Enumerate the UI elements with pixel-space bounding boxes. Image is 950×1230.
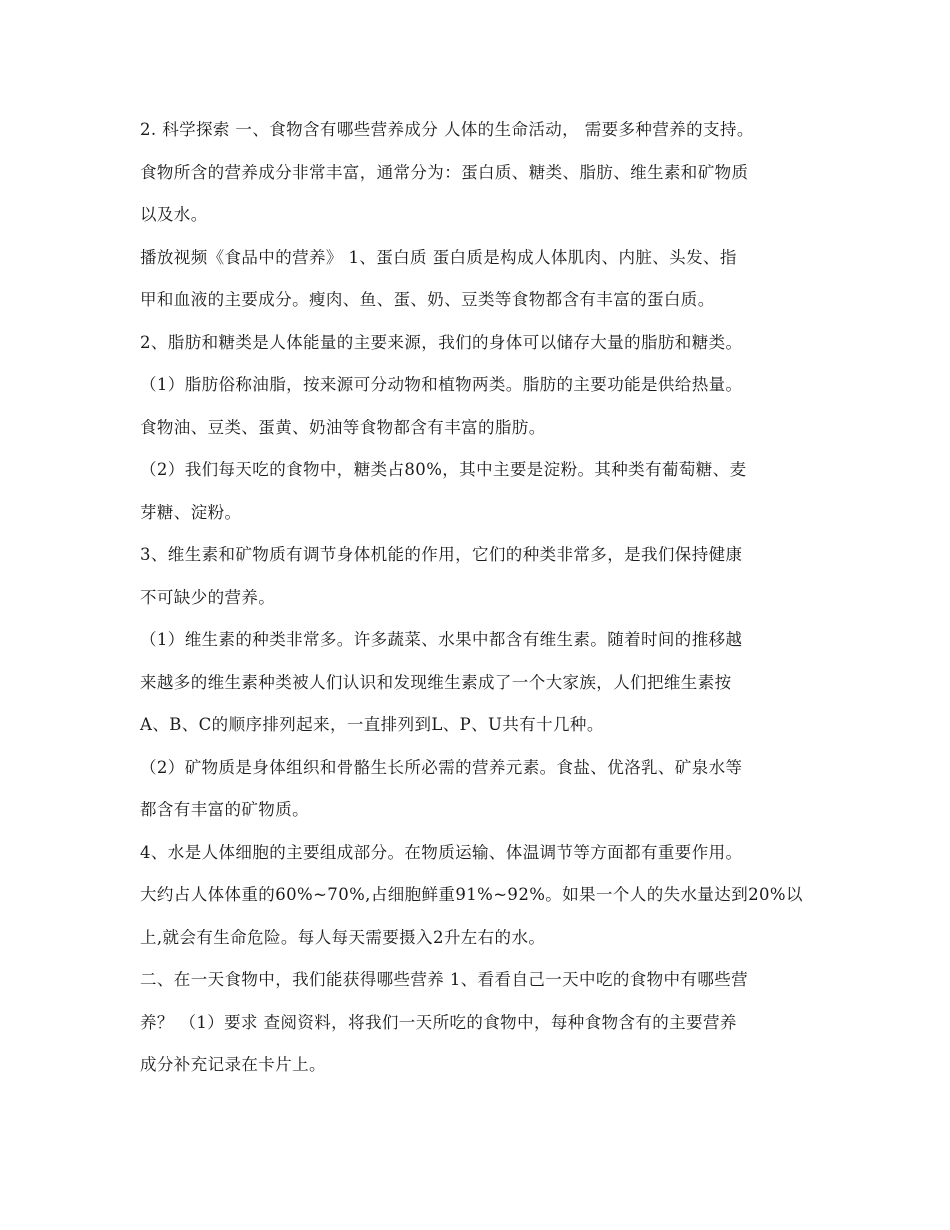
text-line: 3、维生素和矿物质有调节身体机能的作用，它们的种类非常多，是我们保持健康 [140, 545, 743, 564]
text-line: A、B、C的顺序排列起来，一直排列到L、P、U共有十几种。 [140, 715, 604, 734]
text-line: 2. 科学探索 一、食物含有哪些营养成分 人体的生命活动， 需要多种营养的支持。 [140, 120, 754, 139]
text-line: 不可缺少的营养。 [140, 587, 276, 607]
text-line: 食物所含的营养成分非常丰富，通常分为：蛋白质、糖类、脂肪、维生素和矿物质 [140, 162, 749, 182]
document-body [140, 109, 840, 1087]
text-line: 都含有丰富的矿物质。 [140, 800, 309, 819]
text-line: （1）脂肪俗称油脂，按来源可分动物和植物两类。脂肪的主要功能是供给热量。 [140, 375, 743, 394]
text-line: 播放视频《食品中的营养》 1、蛋白质 蛋白质是构成人体肌肉、内脏、头发、指 [140, 247, 737, 267]
text-line: （2）我们每天吃的食物中，糖类占80%，其中主要是淀粉。其种类有葡萄糖、麦 [140, 460, 747, 479]
text-line: （1）维生素的种类非常多。许多蔬菜、水果中都含有维生素。随着时间的推移越 [140, 630, 743, 649]
text-line: 二、在一天食物中，我们能获得哪些营养 1、看看自己一天中吃的食物中有哪些营 [140, 970, 749, 989]
text-line: 上,就会有生命危险。每人每天需要摄入2升左右的水。 [140, 927, 546, 947]
text-line: 芽糖、淀粉。 [140, 502, 242, 522]
text-line: 养？ （1）要求 查阅资料，将我们一天所吃的食物中，每种食物含有的主要营养 [140, 1012, 737, 1032]
text-line: 来越多的维生素种类被人们认识和发现维生素成了一个大家族，人们把维生素按 [140, 672, 732, 692]
text-line: 大约占人体体重的60%~70%,占细胞鲜重91%~92%。如果一个人的失水量达到20%以 [140, 885, 803, 904]
text-line: 以及水。 [140, 205, 208, 224]
text-line: 4、水是人体细胞的主要组成部分。在物质运输、体温调节等方面都有重要作用。 [140, 842, 743, 862]
text-line: 2、脂肪和糖类是人体能量的主要来源，我们的身体可以储存大量的脂肪和糖类。 [140, 332, 743, 352]
text-line: （2）矿物质是身体组织和骨骼生长所必需的营养元素。食盐、优洛乳、矿泉水等 [140, 757, 743, 777]
text-line: 甲和血液的主要成分。瘦肉、鱼、蛋、奶、豆类等食物都含有丰富的蛋白质。 [140, 290, 715, 309]
text-line: 成分补充记录在卡片上。 [140, 1055, 326, 1074]
text-line: 食物油、豆类、蛋黄、奶油等食物都含有丰富的脂肪。 [140, 417, 546, 437]
